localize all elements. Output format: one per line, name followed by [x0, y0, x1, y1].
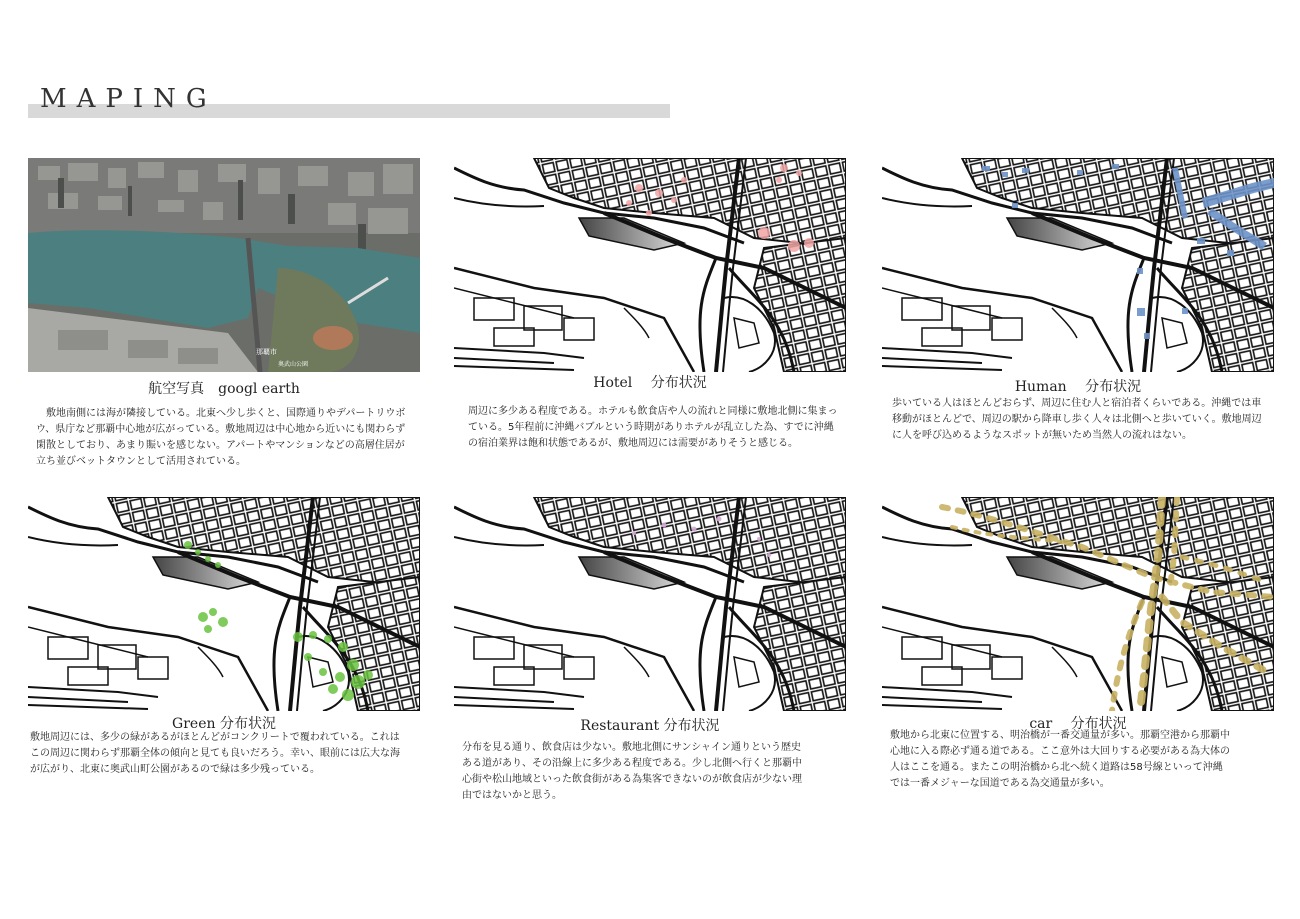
caption-green: Green 分布状況: [172, 716, 276, 732]
caption-human: Human 分布状況: [1014, 379, 1142, 395]
page-title: MAPING: [40, 84, 217, 114]
desc-green: 敷地周辺には、多少の緑があるがほとんどがコンクリートで覆われている。これはこの周辺に関わらず那覇全体の傾向と見ても良いだろう。幸い、眼前には広大な海が広がり、北東に奥武山町公園があるので緑は多少残っている。: [30, 732, 400, 775]
map-human: [882, 158, 1274, 372]
aerial-label-2: 奥武山公園: [278, 361, 309, 368]
desc-human: 歩いている人はほとんどおらず、周辺に住む人と宿泊者くらいである。沖縄では車移動がほとんどで、周辺の駅から降車し歩く人々は北側へと歩いていく。敷地周辺に人を呼び込めるようなスポットが無いため当然人の流れはない。: [892, 398, 1262, 441]
map-restaurant: [454, 497, 846, 711]
caption-hotel: Hotel 分布状況: [593, 375, 707, 391]
caption-restaurant: Restaurant 分布状況: [580, 718, 720, 734]
aerial-photo: [28, 158, 420, 372]
map-green-svg: [28, 497, 420, 711]
map-car: [882, 497, 1274, 711]
desc-car: 敷地から北東に位置する、明治橋が一番交通量が多い。那覇空港から那覇中心地に入る際必ず通る道である。ここ意外は大回りする必要がある為大体の人はここを通る。またこの明治橋から北へ続く道路は58号線といって沖縄では一番メジャーな国道である為交通量が多い。: [890, 730, 1230, 789]
desc-hotel: 周辺に多少ある程度である。ホテルも飲食店や人の流れと同様に敷地北側に集まっている。5年程前に沖縄バブルという時期がありホテルが乱立した為、すでに沖縄の宿泊業界は飽和状態であるが、敷地周辺には需要がありそうと感じる。: [468, 406, 838, 449]
aerial-label-1: 那覇市: [256, 348, 277, 356]
map-green: [28, 497, 420, 711]
caption-aerial: 航空写真 googl earth: [148, 381, 300, 397]
desc-aerial: 敷地南側には海が隣接している。北東へ少し歩くと、国際通りやデパートリウボウ、県庁など那覇中心地が広がっている。敷地周辺は中心地から近いにも関わらず閑散としており、あまり賑いを感じない。アパートやマンションなどの高層住居が立ち並びベットタウンとして活用されている。: [36, 408, 406, 467]
map-hotel-svg: [454, 158, 846, 372]
map-restaurant-svg: [454, 497, 846, 711]
map-hotel: [454, 158, 846, 372]
caption-car: car 分布状況: [1029, 716, 1127, 732]
aerial-photo-image: [28, 158, 420, 372]
desc-restaurant: 分布を見る通り、飲食店は少ない。敷地北側にサンシャイン通りという歴史ある道があり、その沿線上に多少ある程度である。少し北側へ行くと那覇中心街や松山地域といった飲食街がある為集客できないのが飲食店が少ない理由ではないかと思う。: [462, 742, 802, 801]
map-car-svg: [882, 497, 1274, 711]
map-human-svg: [882, 158, 1274, 372]
